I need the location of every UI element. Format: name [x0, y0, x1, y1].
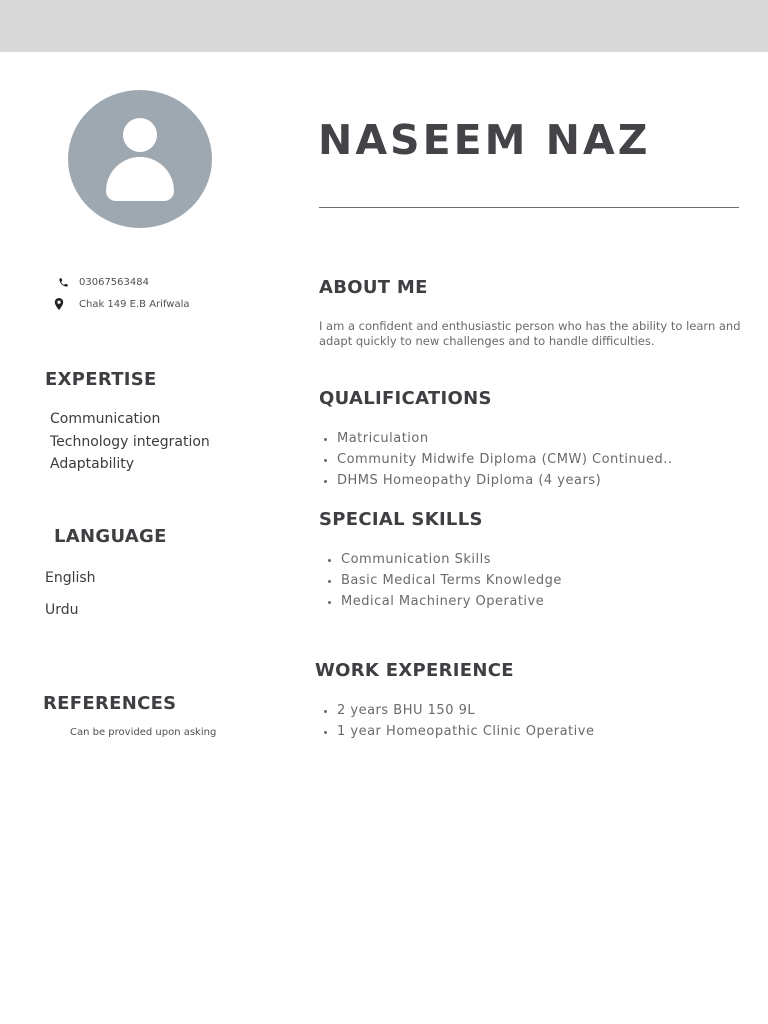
about-heading: ABOUT ME [319, 277, 428, 298]
special-skill-item: • Communication Skills [341, 549, 562, 570]
language-heading: LANGUAGE [54, 526, 167, 547]
special-skills-heading: SPECIAL SKILLS [319, 509, 483, 530]
contact-address-row [53, 298, 190, 310]
expertise-item: Communication [50, 411, 161, 427]
work-experience-heading: WORK EXPERIENCE [315, 660, 514, 681]
work-experience-list [319, 700, 594, 742]
qualifications-heading: QUALIFICATIONS [319, 388, 492, 409]
avatar-placeholder-icon [68, 90, 212, 228]
qualification-item: • Community Midwife Diploma (CMW) Continued.. [337, 449, 673, 470]
about-text: I am a confident and enthusiastic person who has the ability to learn and adapt quickly to new challenges and to handle difficulties. [319, 319, 741, 348]
special-skill-item: • Medical Machinery Operative [341, 591, 562, 612]
qualifications-list [319, 428, 673, 491]
language-list [45, 562, 96, 626]
language-item: Urdu [45, 602, 79, 618]
avatar-shoulders-shape [106, 157, 174, 201]
phone-number: 03067563484 [79, 276, 149, 288]
qualification-item: • Matriculation [337, 428, 673, 449]
expertise-heading: EXPERTISE [45, 369, 157, 390]
expertise-item: Adaptability [50, 456, 135, 472]
work-experience-item: • 1 year Homeopathic Clinic Operative [337, 721, 594, 742]
location-pin-icon [53, 298, 65, 310]
work-experience-item: • 2 years BHU 150 9L [337, 700, 594, 721]
qualification-item: • DHMS Homeopathy Diploma (4 years) [337, 470, 673, 491]
special-skills-list [323, 549, 562, 612]
phone-icon [57, 276, 69, 288]
contact-phone-row [57, 276, 149, 288]
references-text: Can be provided upon asking [70, 727, 217, 738]
special-skill-item: • Basic Medical Terms Knowledge [341, 570, 562, 591]
expertise-list [50, 408, 210, 476]
references-heading: REFERENCES [43, 693, 177, 714]
language-item: English [45, 570, 96, 586]
address-text: Chak 149 E.B Arifwala [79, 298, 190, 310]
person-name: NASEEM NAZ [318, 116, 651, 164]
avatar-head-shape [123, 118, 157, 152]
top-banner [0, 0, 768, 52]
name-divider [319, 207, 739, 208]
expertise-item: Technology integration [50, 433, 210, 450]
